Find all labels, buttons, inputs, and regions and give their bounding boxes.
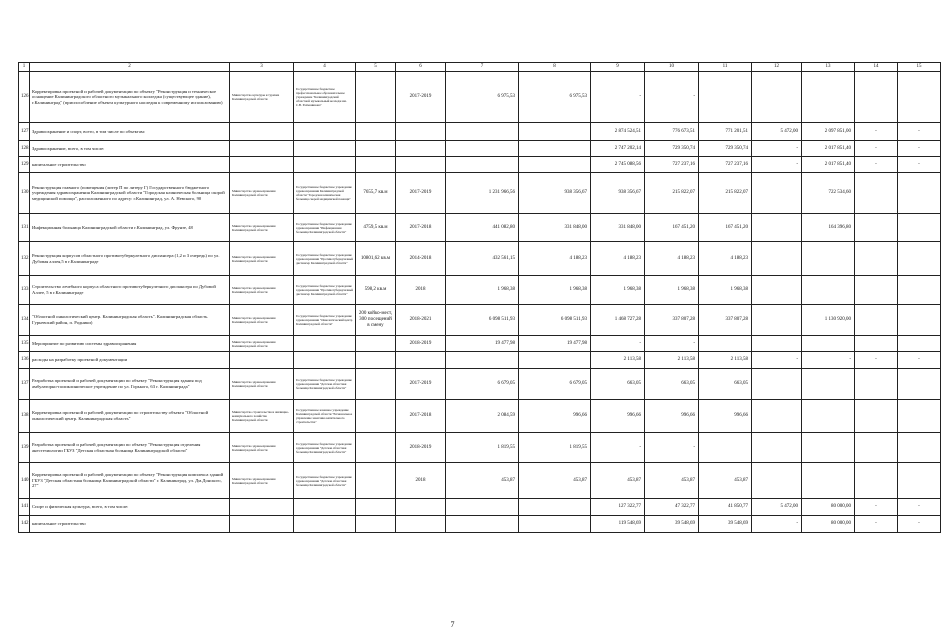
object-name: Разработка проектной и рабочей документации по объекту "Реконструкция отделения анестезиологии ГБУЗ "Детская областная больница Калининградской области" xyxy=(30,433,230,463)
row-number: 136 xyxy=(19,352,30,369)
total-cost: 2 084,59 xyxy=(446,400,519,433)
cell-14 xyxy=(855,214,898,242)
column-header: 13 xyxy=(802,63,855,72)
total-cost xyxy=(446,516,519,533)
cell-14 xyxy=(855,242,898,276)
total-cost: 432 561,15 xyxy=(446,242,519,276)
cell-13: 80 000,00 xyxy=(802,516,855,533)
customer-name xyxy=(230,499,294,516)
object-name: Строительство лечебного корпуса областного противотуберкулезного диспансера по Дубовой Аллее, 5 в г.Калининграде xyxy=(30,276,230,305)
cell-12: - xyxy=(752,516,802,533)
customer-name: Министерство здравоохранения Калининградской области xyxy=(230,433,294,463)
cell-9: - xyxy=(591,336,645,352)
cell-9: 2 747 202,14 xyxy=(591,141,645,157)
cell-8: 938 356,67 xyxy=(519,173,591,214)
cell-8 xyxy=(519,352,591,369)
cell-13: 2 017 851,40 xyxy=(802,141,855,157)
cell-13 xyxy=(802,242,855,276)
table-row xyxy=(19,336,941,352)
cell-9: 2 874 524,51 xyxy=(591,123,645,141)
object-name: капитальное строительство xyxy=(30,516,230,533)
cell-12 xyxy=(752,214,802,242)
cell-10: 47 322,77 xyxy=(645,499,699,516)
cell-12 xyxy=(752,369,802,400)
cell-12 xyxy=(752,242,802,276)
period xyxy=(396,499,446,516)
cell-15 xyxy=(898,173,941,214)
cell-15 xyxy=(898,305,941,336)
row-number: 131 xyxy=(19,214,30,242)
cell-8 xyxy=(519,516,591,533)
table-row xyxy=(19,463,941,499)
period xyxy=(396,157,446,173)
column-header: 12 xyxy=(752,63,802,72)
cell-10: - xyxy=(645,336,699,352)
cell-13: 722 534,60 xyxy=(802,173,855,214)
table-row xyxy=(19,242,941,276)
cell-14 xyxy=(855,369,898,400)
customer-name: Министерство здравоохранения Калининградской области xyxy=(230,369,294,400)
capacity xyxy=(356,499,396,516)
budget-table-sheet xyxy=(18,62,922,533)
total-cost: 19 477,98 xyxy=(446,336,519,352)
cell-15: - xyxy=(898,157,941,173)
cell-9: 996,66 xyxy=(591,400,645,433)
cell-13 xyxy=(802,276,855,305)
recipient-name xyxy=(294,352,356,369)
cell-9: - xyxy=(591,72,645,123)
recipient-name xyxy=(294,336,356,352)
cell-10: 167 451,20 xyxy=(645,214,699,242)
period xyxy=(396,141,446,157)
recipient-name: Государственное бюджетное учреждение здравоохранения "Онкологический центр Калининградской области" xyxy=(294,305,356,336)
column-header: 14 xyxy=(855,63,898,72)
cell-11: 215 822,07 xyxy=(699,173,752,214)
total-cost: 6 679,05 xyxy=(446,369,519,400)
cell-9: 2 745 088,56 xyxy=(591,157,645,173)
column-header: 2 xyxy=(30,63,230,72)
column-header: 15 xyxy=(898,63,941,72)
row-number: 132 xyxy=(19,242,30,276)
customer-name: Министерство здравоохранения Калининградской области xyxy=(230,214,294,242)
recipient-name: Государственное бюджетное учреждение здравоохранения "Противотуберкулезный диспансер Калининградской области" xyxy=(294,276,356,305)
capacity xyxy=(356,336,396,352)
capacity xyxy=(356,141,396,157)
cell-14: - xyxy=(855,352,898,369)
period: 2018-2019 xyxy=(396,433,446,463)
table-row xyxy=(19,157,941,173)
cell-8: 331 848,00 xyxy=(519,214,591,242)
customer-name: Министерство здравоохранения Калининградской области xyxy=(230,276,294,305)
capacity: 200 койко-мест, 300 посещений в смену xyxy=(356,305,396,336)
row-number: 134 xyxy=(19,305,30,336)
column-number-header-row xyxy=(19,63,941,72)
row-number: 127 xyxy=(19,123,30,141)
cell-14 xyxy=(855,173,898,214)
column-header: 1 xyxy=(19,63,30,72)
cell-15: - xyxy=(898,499,941,516)
cell-9: 1 968,38 xyxy=(591,276,645,305)
cell-11: 167 451,20 xyxy=(699,214,752,242)
cell-9: 663,05 xyxy=(591,369,645,400)
recipient-name: Государственное бюджетное учреждение здравоохранения "Детская областная больница Калининградской области" xyxy=(294,463,356,499)
row-number: 138 xyxy=(19,400,30,433)
period xyxy=(396,123,446,141)
recipient-name: Государственное бюджетное учреждение здравоохранения "Инфекционная больница Калининградской области" xyxy=(294,214,356,242)
customer-name: Министерство здравоохранения Калининградской области xyxy=(230,463,294,499)
table-row xyxy=(19,369,941,400)
object-name: Здравоохранение и спорт, всего, в том числе по объектам: xyxy=(30,123,230,141)
cell-15 xyxy=(898,463,941,499)
cell-10: 337 807,28 xyxy=(645,305,699,336)
cell-15: - xyxy=(898,516,941,533)
cell-14: - xyxy=(855,157,898,173)
row-number: 141 xyxy=(19,499,30,516)
total-cost: 6 098 511,93 xyxy=(446,305,519,336)
recipient-name: Государственное бюджетное учреждение здравоохранения Калининградской области "Городская клиническая больница скорой медицинской помощи" xyxy=(294,173,356,214)
cell-8 xyxy=(519,157,591,173)
cell-10: 727 237,16 xyxy=(645,157,699,173)
cell-11: 41 850,77 xyxy=(699,499,752,516)
table-row xyxy=(19,214,941,242)
cell-15 xyxy=(898,433,941,463)
period: 2017-2018 xyxy=(396,214,446,242)
period: 2018 xyxy=(396,276,446,305)
capacity: 4759,5 кв.м xyxy=(356,214,396,242)
cell-9: 4 188,23 xyxy=(591,242,645,276)
cell-12 xyxy=(752,400,802,433)
cell-14 xyxy=(855,433,898,463)
cell-14 xyxy=(855,72,898,123)
row-number: 128 xyxy=(19,141,30,157)
row-number: 140 xyxy=(19,463,30,499)
cell-13: 2 017 851,40 xyxy=(802,157,855,173)
object-name: Разработка проектной и рабочей документации по объекту "Реконструкция здания под амбулаторно-поликлиническое учреждение по ул. Горького, 63 г. Калининграда" xyxy=(30,369,230,400)
cell-13: 80 000,00 xyxy=(802,499,855,516)
cell-13 xyxy=(802,72,855,123)
cell-9: 331 848,00 xyxy=(591,214,645,242)
cell-8: 6 098 511,93 xyxy=(519,305,591,336)
period: 2017-2018 xyxy=(396,400,446,433)
cell-15 xyxy=(898,369,941,400)
row-number: 130 xyxy=(19,173,30,214)
capacity xyxy=(356,433,396,463)
total-cost xyxy=(446,352,519,369)
column-header: 6 xyxy=(396,63,446,72)
customer-name: Министерство культуры и туризма Калининградской области xyxy=(230,72,294,123)
cell-8: 453,87 xyxy=(519,463,591,499)
object-name: Спорт и физическая культура, всего, в том числе: xyxy=(30,499,230,516)
cell-14 xyxy=(855,336,898,352)
investment-objects-table xyxy=(18,62,941,533)
cell-15 xyxy=(898,336,941,352)
capacity xyxy=(356,516,396,533)
customer-name xyxy=(230,123,294,141)
table-row xyxy=(19,123,941,141)
object-name: Реконструкция корпусов областного противотуберкулезного диспансера (1,2 и 3 очередь) по ул. Дубовая аллея,5 в г.Калининграде xyxy=(30,242,230,276)
cell-12 xyxy=(752,72,802,123)
period: 2017-2019 xyxy=(396,173,446,214)
cell-8: 1 968,38 xyxy=(519,276,591,305)
cell-9: 2 113,58 xyxy=(591,352,645,369)
cell-11: 727 237,16 xyxy=(699,157,752,173)
table-body xyxy=(19,63,941,533)
capacity xyxy=(356,123,396,141)
table-row xyxy=(19,141,941,157)
period: 2017-2019 xyxy=(396,72,446,123)
table-row xyxy=(19,433,941,463)
cell-12: 5 472,00 xyxy=(752,123,802,141)
cell-12 xyxy=(752,276,802,305)
period xyxy=(396,516,446,533)
customer-name xyxy=(230,516,294,533)
cell-11: 453,87 xyxy=(699,463,752,499)
table-row xyxy=(19,499,941,516)
cell-11: 996,66 xyxy=(699,400,752,433)
object-name: Корректировка проектной и рабочей документации по объекту "Реконструкция комплекса зданий ГБУЗ "Детская областная больница Калининградской области" г. Калининград, ул. Дм.Донского, 27" xyxy=(30,463,230,499)
cell-13 xyxy=(802,433,855,463)
cell-8: 6 975,53 xyxy=(519,72,591,123)
recipient-name xyxy=(294,157,356,173)
recipient-name: Государственное бюджетное учреждение здравоохранения "Противотуберкулезный диспансер Калининградской области" xyxy=(294,242,356,276)
capacity xyxy=(356,400,396,433)
cell-10: 729 350,74 xyxy=(645,141,699,157)
cell-15: - xyxy=(898,123,941,141)
cell-11 xyxy=(699,336,752,352)
cell-13: 2 097 851,00 xyxy=(802,123,855,141)
cell-14: - xyxy=(855,516,898,533)
period: 2018-2021 xyxy=(396,305,446,336)
period xyxy=(396,352,446,369)
cell-10: 663,05 xyxy=(645,369,699,400)
cell-12: 5 472,00 xyxy=(752,499,802,516)
cell-8: 6 679,05 xyxy=(519,369,591,400)
object-name: "Областной онкологический центр. Калининградская область". Калининградская область. Гурьевский район, п. Родники) xyxy=(30,305,230,336)
row-number: 133 xyxy=(19,276,30,305)
column-header: 7 xyxy=(446,63,519,72)
capacity xyxy=(356,352,396,369)
cell-12 xyxy=(752,336,802,352)
cell-12 xyxy=(752,433,802,463)
recipient-name xyxy=(294,499,356,516)
period: 2018 xyxy=(396,463,446,499)
cell-11: 4 188,23 xyxy=(699,242,752,276)
cell-14 xyxy=(855,463,898,499)
object-name: Корректировка проектной и рабочей документации по объекту "Реконструкция и техническое оснащение Калининградского областного музыкального колледжа (существующее здание), г.Калининград" (приспособление объекта культурного наследия к современному использованию) xyxy=(30,72,230,123)
capacity: 598,2 кв.м xyxy=(356,276,396,305)
cell-8: 4 188,23 xyxy=(519,242,591,276)
total-cost xyxy=(446,157,519,173)
cell-10: 39 548,69 xyxy=(645,516,699,533)
column-header: 10 xyxy=(645,63,699,72)
capacity xyxy=(356,72,396,123)
customer-name xyxy=(230,157,294,173)
total-cost: 6 975,53 xyxy=(446,72,519,123)
object-name: Мероприятие по развитию системы здравоохранения xyxy=(30,336,230,352)
cell-8: 996,66 xyxy=(519,400,591,433)
table-row xyxy=(19,72,941,123)
cell-14: - xyxy=(855,141,898,157)
cell-11 xyxy=(699,72,752,123)
cell-10: 776 673,51 xyxy=(645,123,699,141)
cell-11: 663,05 xyxy=(699,369,752,400)
cell-10: 453,87 xyxy=(645,463,699,499)
total-cost: 1 819,55 xyxy=(446,433,519,463)
cell-14: - xyxy=(855,123,898,141)
column-header: 4 xyxy=(294,63,356,72)
cell-10: - xyxy=(645,72,699,123)
cell-10: 4 188,23 xyxy=(645,242,699,276)
object-name: Корректировка проектной и рабочей документации по строительству объекта "Областной онкологический центр. Калининградская область" xyxy=(30,400,230,433)
table-row xyxy=(19,400,941,433)
cell-8 xyxy=(519,141,591,157)
column-header: 11 xyxy=(699,63,752,72)
customer-name: Министерство здравоохранения Калининградской области xyxy=(230,336,294,352)
table-row xyxy=(19,352,941,369)
cell-13: 1 130 920,00 xyxy=(802,305,855,336)
table-row xyxy=(19,516,941,533)
recipient-name: Государственное бюджетное профессиональное образовательное учреждение "Калининградский областной музыкальный колледж им. С.В. Рахманинова" xyxy=(294,72,356,123)
cell-10: - xyxy=(645,433,699,463)
cell-10: 215 822,07 xyxy=(645,173,699,214)
page-number: 7 xyxy=(450,620,455,629)
cell-9: 119 548,69 xyxy=(591,516,645,533)
cell-15 xyxy=(898,214,941,242)
column-header: 8 xyxy=(519,63,591,72)
recipient-name xyxy=(294,141,356,157)
cell-15 xyxy=(898,242,941,276)
cell-11: 337 807,28 xyxy=(699,305,752,336)
cell-15 xyxy=(898,72,941,123)
total-cost xyxy=(446,123,519,141)
capacity: 10801,62 кв.м xyxy=(356,242,396,276)
customer-name: Министерство здравоохранения Калининградской области xyxy=(230,242,294,276)
customer-name: Министерство строительства и жилищно-коммунального хозяйства Калининградской области xyxy=(230,400,294,433)
row-number: 135 xyxy=(19,336,30,352)
recipient-name: Государственное бюджетное учреждение здравоохранения "Детская областная больница Калининградской области" xyxy=(294,369,356,400)
period: 2018-2019 xyxy=(396,336,446,352)
cell-14: - xyxy=(855,499,898,516)
cell-15: - xyxy=(898,352,941,369)
cell-14 xyxy=(855,400,898,433)
total-cost: 453,87 xyxy=(446,463,519,499)
capacity: 7655,7 кв.м xyxy=(356,173,396,214)
cell-12: - xyxy=(752,157,802,173)
cell-14 xyxy=(855,276,898,305)
cell-8 xyxy=(519,123,591,141)
cell-11: 771 201,51 xyxy=(699,123,752,141)
customer-name: Министерство здравоохранения Калининградской области xyxy=(230,305,294,336)
cell-15 xyxy=(898,400,941,433)
column-header: 9 xyxy=(591,63,645,72)
cell-8 xyxy=(519,499,591,516)
cell-13: - xyxy=(802,352,855,369)
cell-10: 2 113,58 xyxy=(645,352,699,369)
cell-9: 453,87 xyxy=(591,463,645,499)
cell-9: 1 468 727,28 xyxy=(591,305,645,336)
customer-name xyxy=(230,141,294,157)
cell-12: - xyxy=(752,141,802,157)
capacity xyxy=(356,157,396,173)
cell-9: 938 356,67 xyxy=(591,173,645,214)
period: 2017-2019 xyxy=(396,369,446,400)
recipient-name xyxy=(294,516,356,533)
cell-10: 1 968,38 xyxy=(645,276,699,305)
cell-15: - xyxy=(898,141,941,157)
cell-11: 39 548,69 xyxy=(699,516,752,533)
recipient-name xyxy=(294,123,356,141)
cell-12: - xyxy=(752,352,802,369)
object-name: Здравоохранение, всего, в том числе: xyxy=(30,141,230,157)
cell-15 xyxy=(898,276,941,305)
object-name: расходы на разработку проектной документации xyxy=(30,352,230,369)
table-row xyxy=(19,305,941,336)
total-cost xyxy=(446,141,519,157)
cell-8: 1 819,55 xyxy=(519,433,591,463)
table-row xyxy=(19,276,941,305)
cell-9: 127 322,77 xyxy=(591,499,645,516)
object-name: Инфекционная больница Калининградской области г.Калининград, ул. Фрунзе, 48 xyxy=(30,214,230,242)
object-name: капитальное строительство xyxy=(30,157,230,173)
period: 2014-2018 xyxy=(396,242,446,276)
row-number: 142 xyxy=(19,516,30,533)
cell-13 xyxy=(802,369,855,400)
column-header: 3 xyxy=(230,63,294,72)
cell-11: 729 350,74 xyxy=(699,141,752,157)
cell-13 xyxy=(802,336,855,352)
recipient-name: Государственное казенное учреждение Калининградской области "Региональное управление заказчика капитального строительства" xyxy=(294,400,356,433)
cell-11: 1 968,38 xyxy=(699,276,752,305)
cell-11: 2 113,58 xyxy=(699,352,752,369)
row-number: 137 xyxy=(19,369,30,400)
cell-9: - xyxy=(591,433,645,463)
row-number: 139 xyxy=(19,433,30,463)
customer-name: Министерство здравоохранения Калининградской области xyxy=(230,173,294,214)
total-cost: 441 082,80 xyxy=(446,214,519,242)
capacity xyxy=(356,463,396,499)
customer-name xyxy=(230,352,294,369)
cell-8: 19 477,98 xyxy=(519,336,591,352)
recipient-name: Государственное бюджетное учреждение здравоохранения "Детская областная больница Калининградской области" xyxy=(294,433,356,463)
cell-12 xyxy=(752,305,802,336)
column-header: 5 xyxy=(356,63,396,72)
cell-12 xyxy=(752,463,802,499)
row-number: 129 xyxy=(19,157,30,173)
cell-13: 164 396,80 xyxy=(802,214,855,242)
cell-11 xyxy=(699,433,752,463)
cell-13 xyxy=(802,400,855,433)
total-cost: 1 231 966,56 xyxy=(446,173,519,214)
cell-13 xyxy=(802,463,855,499)
cell-10: 996,66 xyxy=(645,400,699,433)
table-row xyxy=(19,173,941,214)
total-cost xyxy=(446,499,519,516)
row-number: 126 xyxy=(19,72,30,123)
capacity xyxy=(356,369,396,400)
total-cost: 1 968,38 xyxy=(446,276,519,305)
object-name: Реконструкция главного (помещения (литер П по литеру Г) Государственного бюджетного учреждения здравоохранения Калининградской области "Городская клиническая больница скорой медицинской помощи", расположенного по адресу: г.Калининград, ул. А. Невского, 90 xyxy=(30,173,230,214)
cell-12 xyxy=(752,173,802,214)
cell-14 xyxy=(855,305,898,336)
